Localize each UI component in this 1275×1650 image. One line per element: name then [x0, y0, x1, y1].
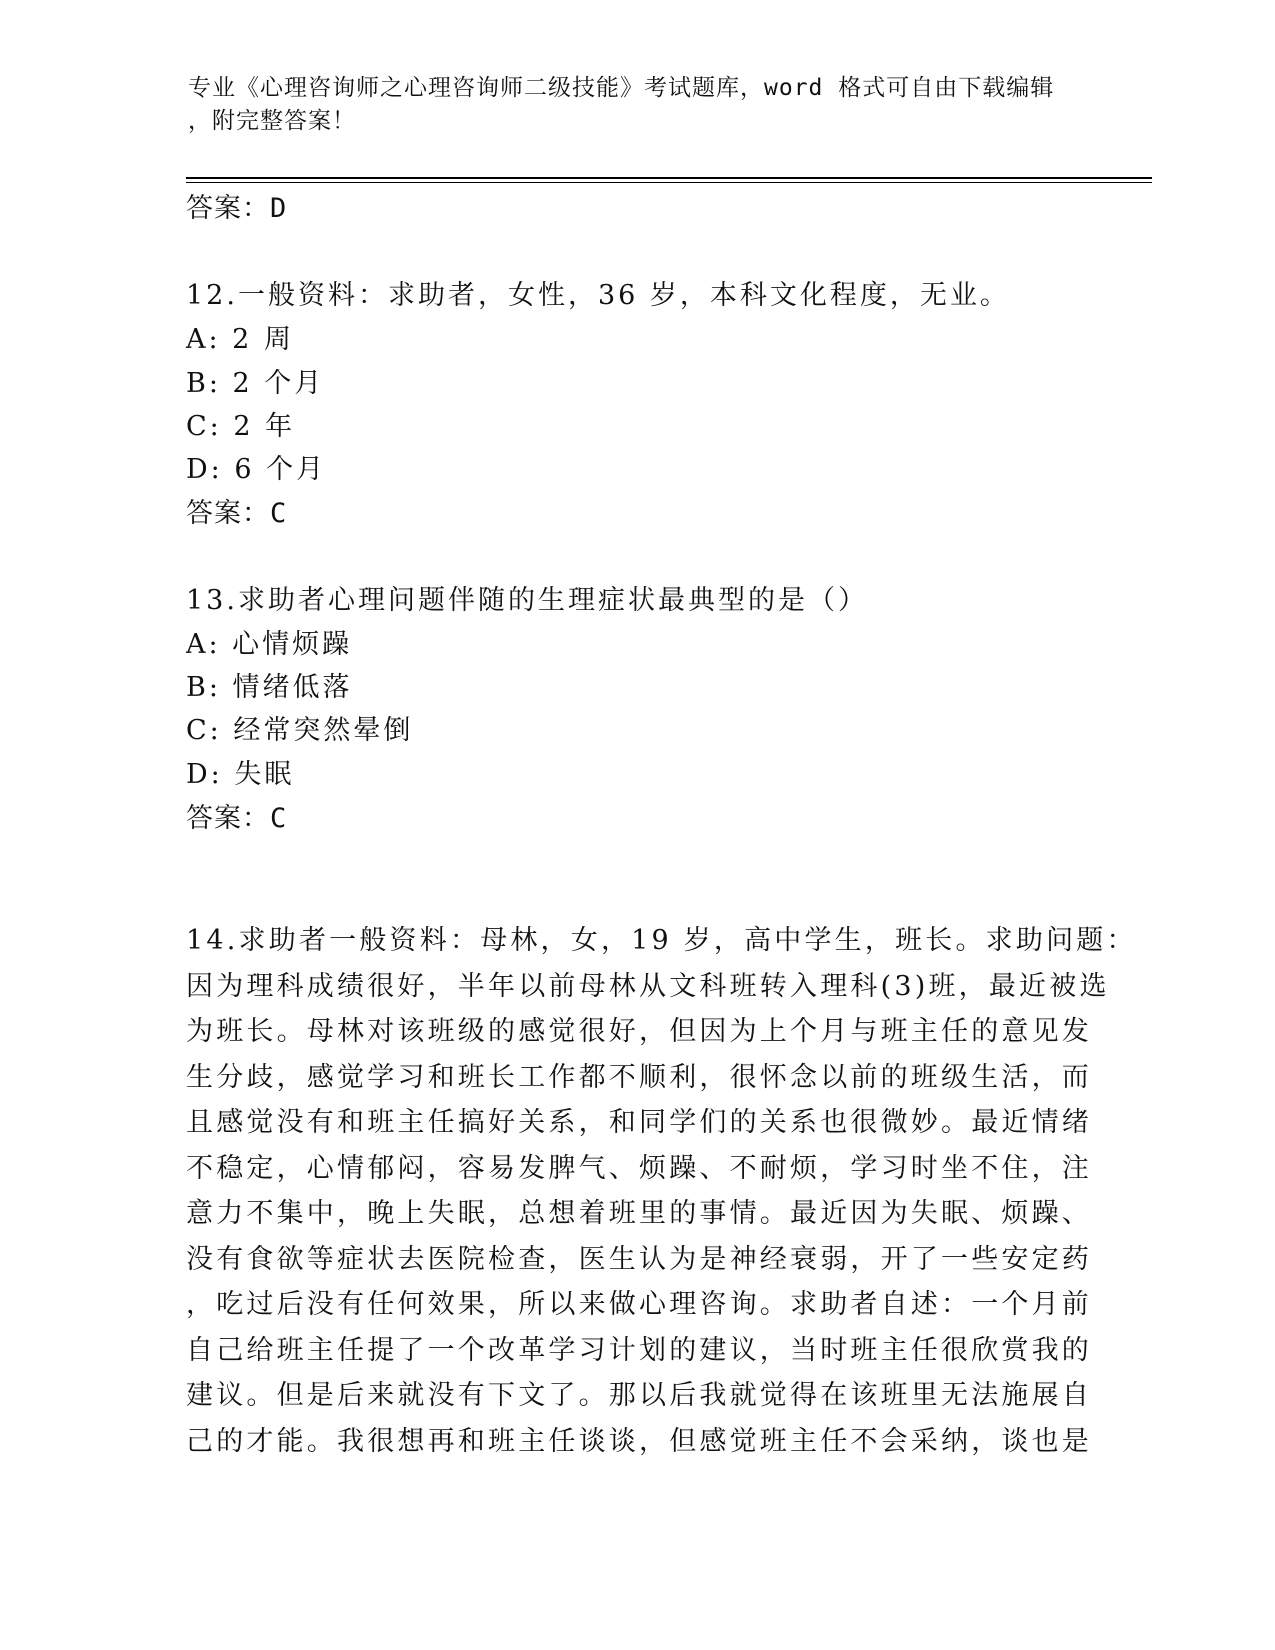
q14-line: 没有食欲等症状去医院检查，医生认为是神经衰弱，开了一些安定药 [186, 1243, 1092, 1275]
header-line-1: 专业《心理咨询师之心理咨询师二级技能》考试题库，word 格式可自由下载编辑 [188, 75, 1055, 101]
q12-option-a: A: 2 周 [186, 324, 294, 355]
answer-label: 答案： [186, 193, 270, 224]
document-header [188, 72, 1068, 138]
q14-line: 生分歧，感觉学习和班长工作都不顺利，很怀念以前的班级生活，而 [186, 1061, 1092, 1093]
answer-label: 答案： [186, 803, 270, 834]
q13-option-b: B: 情绪低落 [186, 672, 353, 703]
q14-line: 为班长。母林对该班级的感觉很好，但因为上个月与班主任的意见发 [186, 1016, 1092, 1047]
q14-line: 己的才能。我很想再和班主任谈谈，但感觉班主任不会采纳，谈也是 [186, 1425, 1092, 1457]
q14-line: 14.求助者一般资料：母林，女，19 岁，高中学生，班长。求助问题： [186, 925, 1137, 956]
q11-answer [186, 186, 287, 225]
q12-stem: 12.一般资料：求助者，女性，36 岁，本科文化程度，无业。 [186, 280, 1010, 311]
header-divider-thin [186, 182, 1152, 183]
q13-option-d: D: 失眠 [186, 759, 295, 790]
answer-label: 答案： [186, 498, 270, 529]
q14-line: 建议。但是后来就没有下文了。那以后我就觉得在该班里无法施展自 [186, 1380, 1092, 1411]
q12-option-d: D: 6 个月 [186, 454, 327, 485]
q12-option-b: B: 2 个月 [186, 368, 325, 399]
q14-line: 因为理科成绩很好，半年以前母林从文科班转入理科(3)班，最近被选 [186, 970, 1110, 1002]
q13-stem: 13.求助者心理问题伴随的生理症状最典型的是（） [186, 585, 868, 616]
q13-answer [186, 796, 287, 835]
q13-option-c: C: 经常突然晕倒 [186, 715, 414, 746]
q14-line: 且感觉没有和班主任搞好关系，和同学们的关系也很微妙。最近情绪 [186, 1107, 1092, 1138]
header-line-2: ，附完整答案！ [188, 108, 356, 134]
q14-line: 不稳定，心情郁闷，容易发脾气、烦躁、不耐烦，学习时坐不住，注 [186, 1152, 1092, 1184]
header-divider-thick [186, 177, 1152, 179]
q13-option-a: A: 心情烦躁 [186, 629, 353, 660]
q12-answer [186, 491, 287, 530]
q14-paragraph [186, 918, 1137, 1464]
q12-option-c: C: 2 年 [186, 411, 296, 442]
q14-line: 意力不集中，晚上失眠，总想着班里的事情。最近因为失眠、烦躁、 [186, 1198, 1092, 1229]
answer-value: C [270, 803, 288, 834]
answer-value: D [270, 193, 288, 224]
q14-line: 自己给班主任提了一个改革学习计划的建议，当时班主任很欣赏我的 [186, 1334, 1092, 1366]
q14-line: ，吃过后没有任何效果，所以来做心理咨询。求助者自述：一个月前 [186, 1289, 1092, 1320]
answer-value: C [270, 498, 288, 529]
